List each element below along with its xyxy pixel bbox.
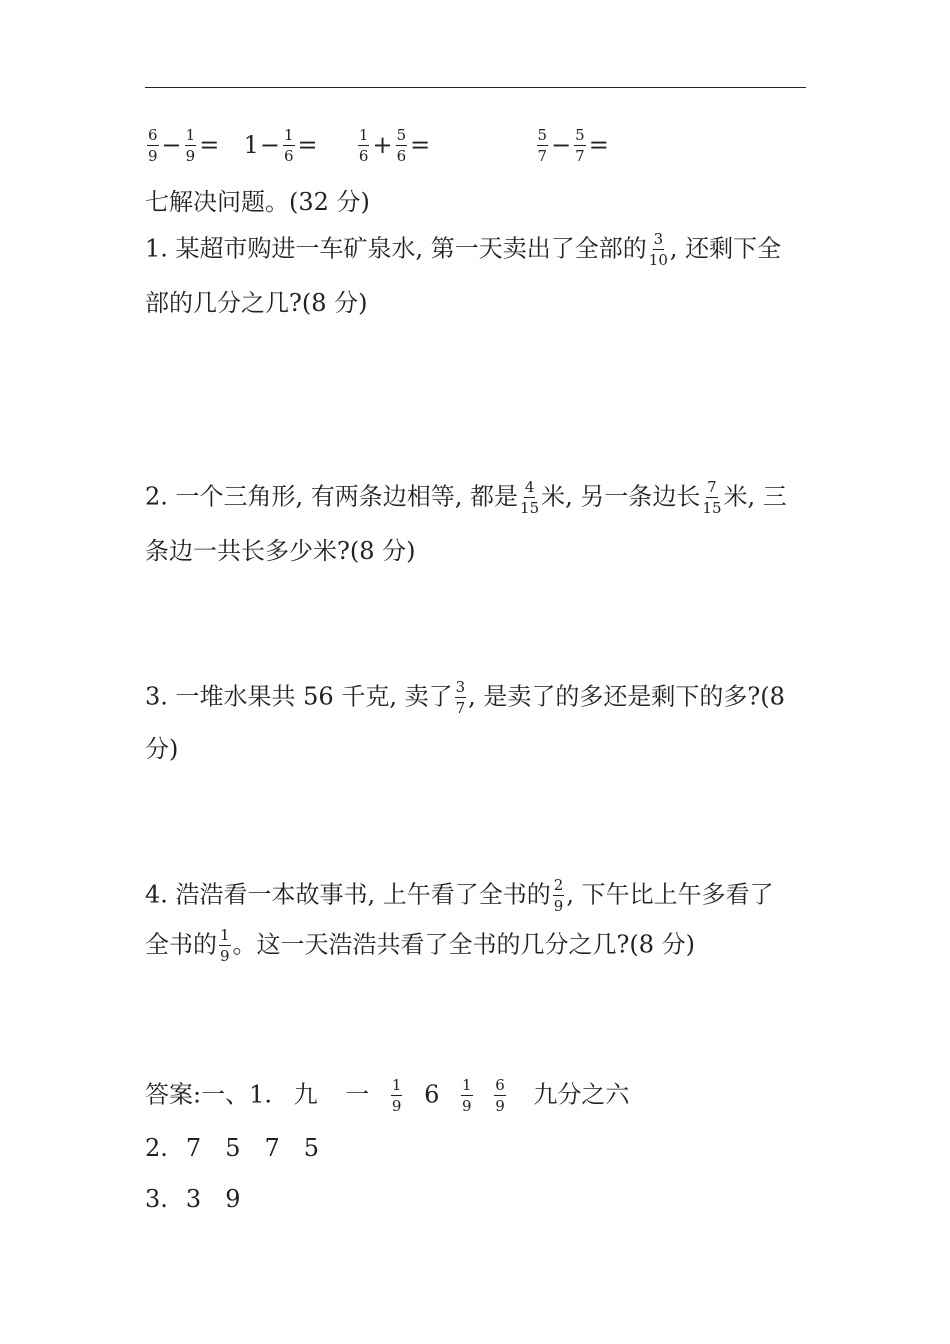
answers-line-2: 2. 7 5 7 5 — [145, 1134, 320, 1162]
fraction: $\frac{1}{6}$ — [283, 126, 294, 165]
fraction: $\frac{1}{9}$ — [220, 926, 230, 965]
calc-item-4: $\frac{5}{7}$ − $\frac{5}{7}$ = — [537, 126, 609, 165]
fraction: $\frac{6}{9}$ — [495, 1076, 505, 1115]
fraction: $\frac{1}{9}$ — [462, 1076, 472, 1115]
answers-line-1: 答案:一、1. 九 一 $\frac{1}{9}$ 6 $\frac{1}{9}$ $\frac{6}{9}$ 九分之六 — [145, 1076, 630, 1115]
calc-item-3: $\frac{1}{6}$ + $\frac{5}{6}$ = — [358, 126, 431, 165]
question-2-line2: 条边一共长多少米?(8 分) — [145, 537, 416, 565]
fraction: $\frac{4}{15}$ — [520, 478, 540, 517]
question-4-line2: 全书的 $\frac{1}{9}$ 。这一天浩浩共看了全书的几分之几?(8 分) — [145, 926, 696, 965]
fraction: $\frac{3}{7}$ — [455, 678, 466, 717]
header-rule — [145, 87, 806, 88]
fraction: $\frac{5}{6}$ — [396, 126, 407, 165]
fraction: $\frac{2}{9}$ — [553, 876, 564, 915]
question-3: 3. 一堆水果共 56 千克, 卖了 $\frac{3}{7}$ , 是卖了的多还是剩下的多?(8 — [145, 678, 785, 717]
question-1-line2: 部的几分之几?(8 分) — [145, 289, 368, 317]
question-1: 1. 某超市购进一车矿泉水, 第一天卖出了全部的 $\frac{3}{10}$ , 还剩下全 — [145, 230, 782, 269]
fraction: $\frac{7}{15}$ — [702, 478, 722, 517]
calc-item-1: $\frac{6}{9}$ − $\frac{1}{9}$ = — [148, 126, 220, 165]
section-title: 七解决问题。(32 分) — [145, 188, 370, 216]
fraction: $\frac{6}{9}$ — [148, 126, 158, 165]
calc-item-2: 1− $\frac{1}{6}$ = — [243, 126, 318, 165]
calc-row — [145, 128, 610, 164]
question-4: 4. 浩浩看一本故事书, 上午看了全书的 $\frac{2}{9}$ , 下午比上午多看了 — [145, 876, 774, 915]
fraction: $\frac{5}{7}$ — [575, 126, 585, 165]
answers-line-3: 3. 3 9 — [145, 1185, 241, 1213]
fraction: $\frac{1}{6}$ — [358, 126, 369, 165]
fraction: $\frac{1}{9}$ — [185, 126, 196, 165]
fraction: $\frac{5}{7}$ — [537, 126, 548, 165]
fraction: $\frac{3}{10}$ — [648, 230, 668, 269]
fraction: $\frac{1}{9}$ — [391, 1076, 402, 1115]
question-3-line2: 分) — [145, 735, 179, 763]
question-2: 2. 一个三角形, 有两条边相等, 都是 $\frac{4}{15}$ 米, 另一条边长 $\frac{7}{15}$ 米, 三 — [145, 478, 787, 517]
